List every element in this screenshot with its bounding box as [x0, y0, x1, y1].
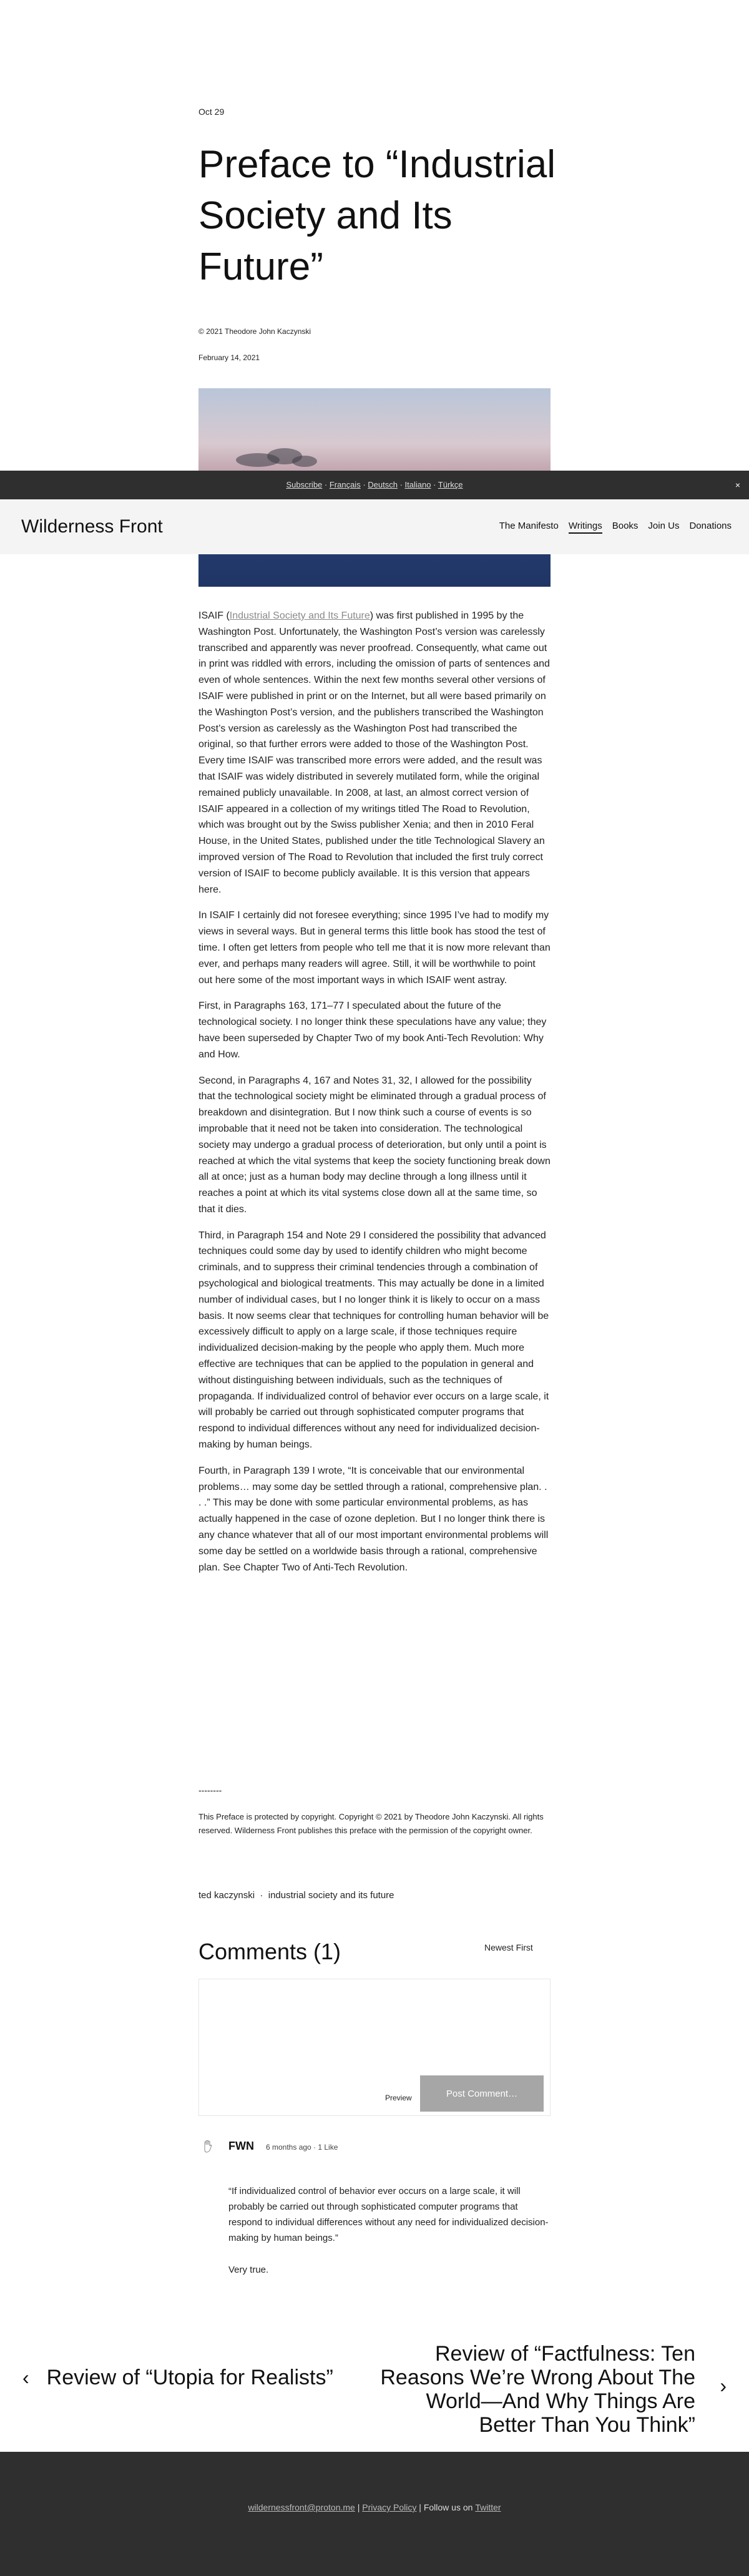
next-post-title[interactable]: Review of “Factfulness: Ten Reasons We’re Wrong About The World—And Why Things Are Better Than You Think” — [380, 2342, 695, 2437]
sort-dropdown[interactable]: Newest First — [484, 1942, 533, 1952]
chevron-left-icon: ‹ — [22, 2366, 29, 2389]
publication-date: February 14, 2021 — [198, 353, 260, 362]
previous-post-link[interactable] — [22, 2366, 333, 2390]
announcement-separator: · — [397, 480, 405, 489]
privacy-policy-link[interactable]: Privacy Policy — [362, 2502, 417, 2512]
follow-text: Follow us on — [423, 2502, 473, 2512]
article-body — [198, 608, 551, 1585]
announcement-separator: · — [431, 480, 438, 489]
post-copyright: © 2021 Theodore John Kaczynski — [198, 327, 311, 336]
announcement-separator: · — [360, 480, 368, 489]
site-header — [0, 499, 749, 554]
language-link-francais[interactable]: Français — [329, 480, 361, 489]
twitter-link[interactable]: Twitter — [475, 2502, 501, 2512]
nav-link-join-us[interactable]: Join Us — [648, 521, 680, 531]
paragraph — [198, 608, 551, 898]
previous-post-title[interactable]: Review of “Utopia for Realists” — [46, 2366, 333, 2389]
footer-links — [0, 2502, 749, 2512]
post-comment-button[interactable]: Post Comment… — [420, 2075, 544, 2112]
tag-link[interactable]: industrial society and its future — [268, 1890, 394, 1901]
nav-link-writings[interactable]: Writings — [569, 521, 602, 534]
site-footer — [0, 2452, 749, 2576]
preview-button[interactable]: Preview — [385, 2094, 412, 2102]
manifesto-link[interactable]: Industrial Society and Its Future — [229, 610, 370, 621]
language-link-deutsch[interactable]: Deutsch — [368, 480, 398, 489]
paragraph: Fourth, in Paragraph 139 I wrote, “It is conceivable that our environmental problems… may some day be settled through a rational, comprehensive plan. . . .” This may be done with some particular environmental problems, as has actually happened in the case of ozone depletion. But I no longer think there is any chance whatever that all of our most important environmental problems will some day be settled on a worldwide basis through a rational, comprehensive plan. See Chapter Two of Anti-Tech Revolution. — [198, 1465, 549, 1573]
email-link[interactable]: wildernessfront@proton.me — [248, 2502, 355, 2512]
comment-reply: Very true. — [228, 2265, 269, 2275]
main-nav — [499, 521, 732, 534]
comment-input[interactable] — [199, 1979, 550, 2073]
paragraph-text: ) was first published in 1995 by the Washington Post. Unfortunately, the Washington Post’s version was carelessly transcribed and apparently was never proofread. Consequently, what came out in print was riddled with errors, including the omission of parts of sentences and even of whole sentences. Within the next few months several other versions of ISAIF were published in print or on the Internet, but all were based primarily on the Washington Post’s version, and the publishers transcribed the Washington Post’s version as carelessly as the Washington Post had transcribed the original, so that further errors were added to those of the Washington Post. Every time ISAIF was transcribed more errors were added, and the result was that ISAIF was widely distributed in severely mutilated form, while the original remained publicly unavailable. In 2008, at last, an almost correct version of ISAIF appeared in a collection of my writings titled The Road to Revolution, which was brought out by the Swiss publisher Xenia; and then in 2010 Feral House, in the United States, published under the title Technological Slavery an improved version of The Road to Revolution that included the first truly correct version of ISAIF to become publicly available. It is this version that appears here. — [198, 610, 550, 895]
separator: -------- — [198, 1785, 222, 1795]
post-date: Oct 29 — [198, 107, 225, 117]
paragraph: Second, in Paragraphs 4, 167 and Notes 31, 32, I allowed for the possibility that the technological society might be eliminated through a gradual process of breakdown and disintegration. But I now think such a course of events is so improbable that it need not be taken into consideration. The technological society may undergo a gradual process of deterioration, but only until a point is reached at which the vital systems that keep the society functioning break down all at once; just as a human body may decline through a long illness until it reaches a point at which its vital systems close down all at the same time, so that it dies. — [198, 1075, 551, 1215]
nav-link-donations[interactable]: Donations — [689, 521, 732, 531]
paragraph-text: ISAIF ( — [198, 610, 230, 621]
site-brand[interactable]: Wilderness Front — [21, 516, 163, 537]
paragraph: First, in Paragraphs 163, 171–77 I speculated about the future of the technological society. I no longer think these speculations have any value; they have been superseded by Chapter Two of my book Anti-Tech Revolution: Why and How. — [198, 1001, 547, 1060]
tag-list — [198, 1890, 394, 1901]
nav-link-manifesto[interactable]: The Manifesto — [499, 521, 559, 531]
page-title: Preface to “Industrial Society and Its Future” — [198, 143, 556, 288]
comment-meta: 6 months ago · 1 Like — [266, 2143, 338, 2152]
subscribe-link[interactable]: Subscribe — [286, 480, 323, 489]
comment-author[interactable]: FWN — [228, 2140, 254, 2152]
language-link-italiano[interactable]: Italiano — [404, 480, 431, 489]
announcement-bar — [0, 471, 749, 499]
close-icon[interactable]: × — [735, 480, 740, 490]
avatar-icon — [202, 2140, 213, 2153]
comment-text: “If individualized control of behavior ever occurs on a large scale, it will probably be carried out through sophisticated computer programs that respond to individual differences without any need for individualized decision-making by human beings.” — [228, 2186, 549, 2243]
comment-form — [198, 1979, 551, 2116]
tag-link[interactable]: ted kaczynski — [198, 1890, 255, 1901]
comments-title: Comments (1) — [198, 1939, 341, 1964]
next-post-link[interactable] — [377, 2342, 727, 2437]
language-link-turkce[interactable]: Türkçe — [438, 480, 463, 489]
nav-link-books[interactable]: Books — [612, 521, 639, 531]
copyright-notice: This Preface is protected by copyright. Copyright © 2021 by Theodore John Kaczynski. All rights reserved. Wilderness Front publishes this preface with the permission of the copyright owner. — [198, 1812, 544, 1835]
tag-separator: · — [257, 1890, 266, 1901]
paragraph: In ISAIF I certainly did not foresee everything; since 1995 I’ve had to modify my views in several ways. But in general terms this little book has stood the test of time. I often get letters from people who tell me that it is now more relevant than ever, and perhaps many readers will agree. Still, it will be worthwhile to point out here some of the most important ways in which ISAIF went astray. — [198, 910, 551, 986]
footer-divider: | — [416, 2502, 424, 2512]
announcement-separator: · — [322, 480, 330, 489]
paragraph: Third, in Paragraph 154 and Note 29 I considered the possibility that advanced techniques could some day by used to identify children who might become criminals, and to suppress their criminal tendencies through a combination of psychological and biological treatments. This may actually be done in a limited number of individual cases, but I no longer think it is likely to occur on a mass basis. It now seems clear that techniques for controlling human behavior will be excessively difficult to apply on a large scale, if those techniques require individualized decision-making by the people who apply them. Much more effective are techniques that can be applied to the population in general and without distinguishing between individuals, such as the techniques of propaganda. If individualized control of behavior ever occurs on a large scale, it will probably be carried out through sophisticated computer programs that respond to individual differences without any need for individualized decision-making by human beings. — [198, 1230, 549, 1451]
footer-divider: | — [355, 2502, 363, 2512]
chevron-right-icon: › — [720, 2374, 727, 2397]
